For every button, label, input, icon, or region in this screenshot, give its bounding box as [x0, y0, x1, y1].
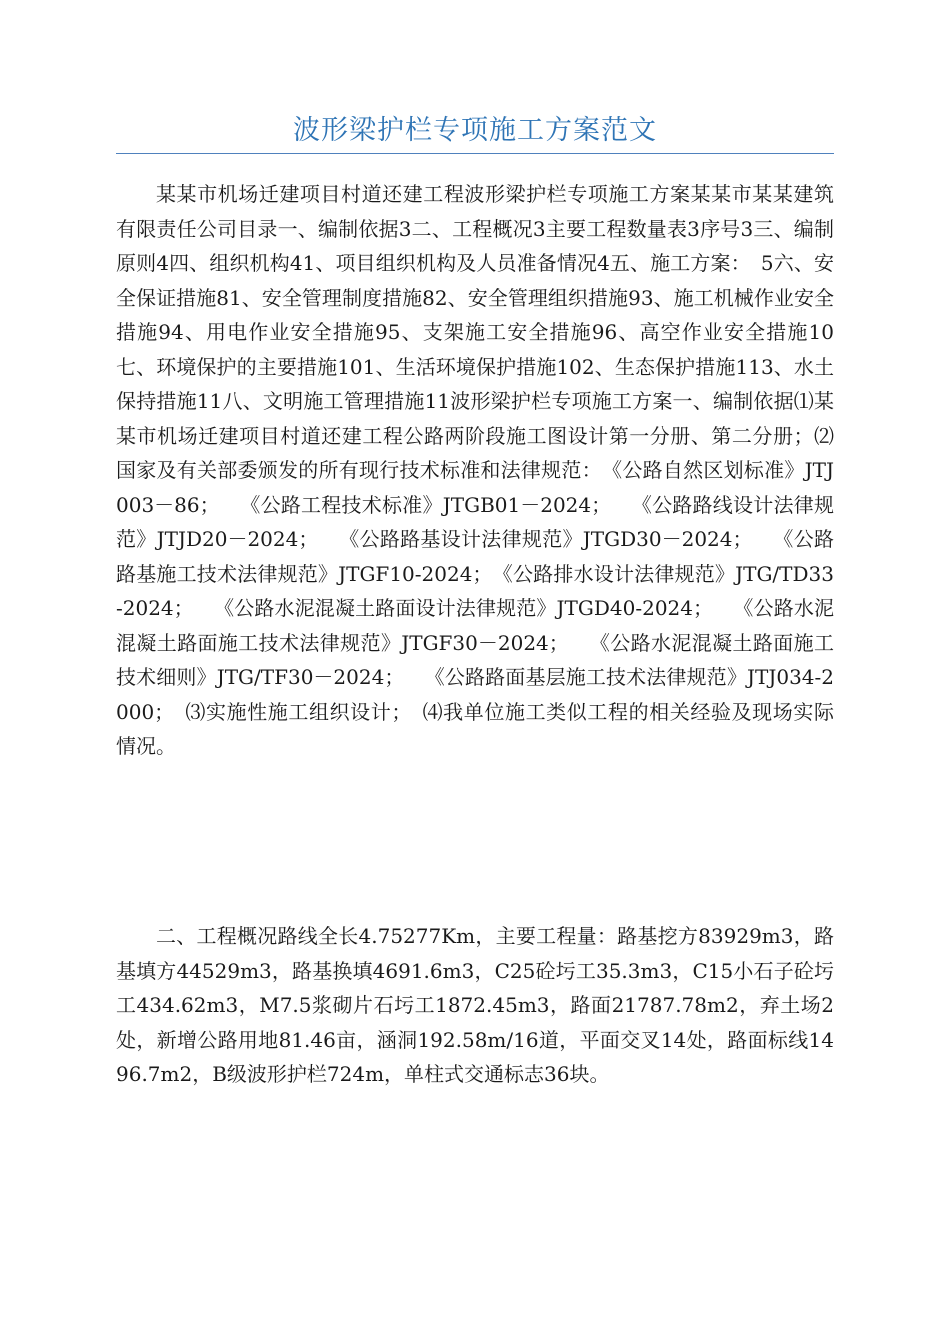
page-title: 波形梁护栏专项施工方案范文: [293, 115, 657, 146]
title-underline: [116, 153, 834, 154]
paragraph-table-of-contents-and-basis: 某某市机场迁建项目村道还建工程波形梁护栏专项施工方案某某市某某建筑有限责任公司目录一、编制依据3二、工程概况3主要工程数量表3序号3三、编制原则4四、组织机构41、项目组织机构及人员准备情况4五、施工方案： 5六、安全保证措施81、安全管理制度措施82、安全管理组织措施93、施工机械作业安全措施94、用电作业安全措施95、支架施工安全措施96、高空作业安全措施10七、环境保护的主要措施101、生活环境保护措施102、生态保护措施113、水土保持措施11八、文明施工管理措施11波形梁护栏专项施工方案一、编制依据⑴某某市机场迁建项目村道还建工程公路两阶段施工图设计第一分册、第二分册；⑵国家及有关部委颁发的所有现行技术标准和法律规范： 《公路自然区划标准》JTJ003－86； 《公路工程技术标准》JTGB01－2024； 《公路路线设计法律规范》JTJD20－2024； 《公路路基设计法律规范》JTGD30－2024； 《公路路基施工技术法律规范》JTGF10-2024； 《公路排水设计法律规范》JTG/TD33-2024； 《公路水泥混凝土路面设计法律规范》JTGD40-2024； 《公路水泥混凝土路面施工技术法律规范》JTGF30－2024； 《公路水泥混凝土路面施工技术细则》JTG/TF30－2024； 《公路路面基层施工技术法律规范》JTJ034-2000； ⑶实施性施工组织设计； ⑷我单位施工类似工程的相关经验及现场实际情况。: [116, 182, 834, 758]
paragraph-project-overview: 二、工程概况路线全长4.75277Km，主要工程量：路基挖方83929m3，路基填方44529m3，路基换填4691.6m3，C25砼圬工35.3m3，C15小石子砼圬工434.62m3，M7.5浆砌片石圬工1872.45m3，路面21787.78m2，弃土场2处，新增公路用地81.46亩，涵洞192.58m/16道，平面交叉14处，路面标线1496.7m2，B级波形护栏724m，单柱式交通标志36块。: [116, 924, 834, 1086]
